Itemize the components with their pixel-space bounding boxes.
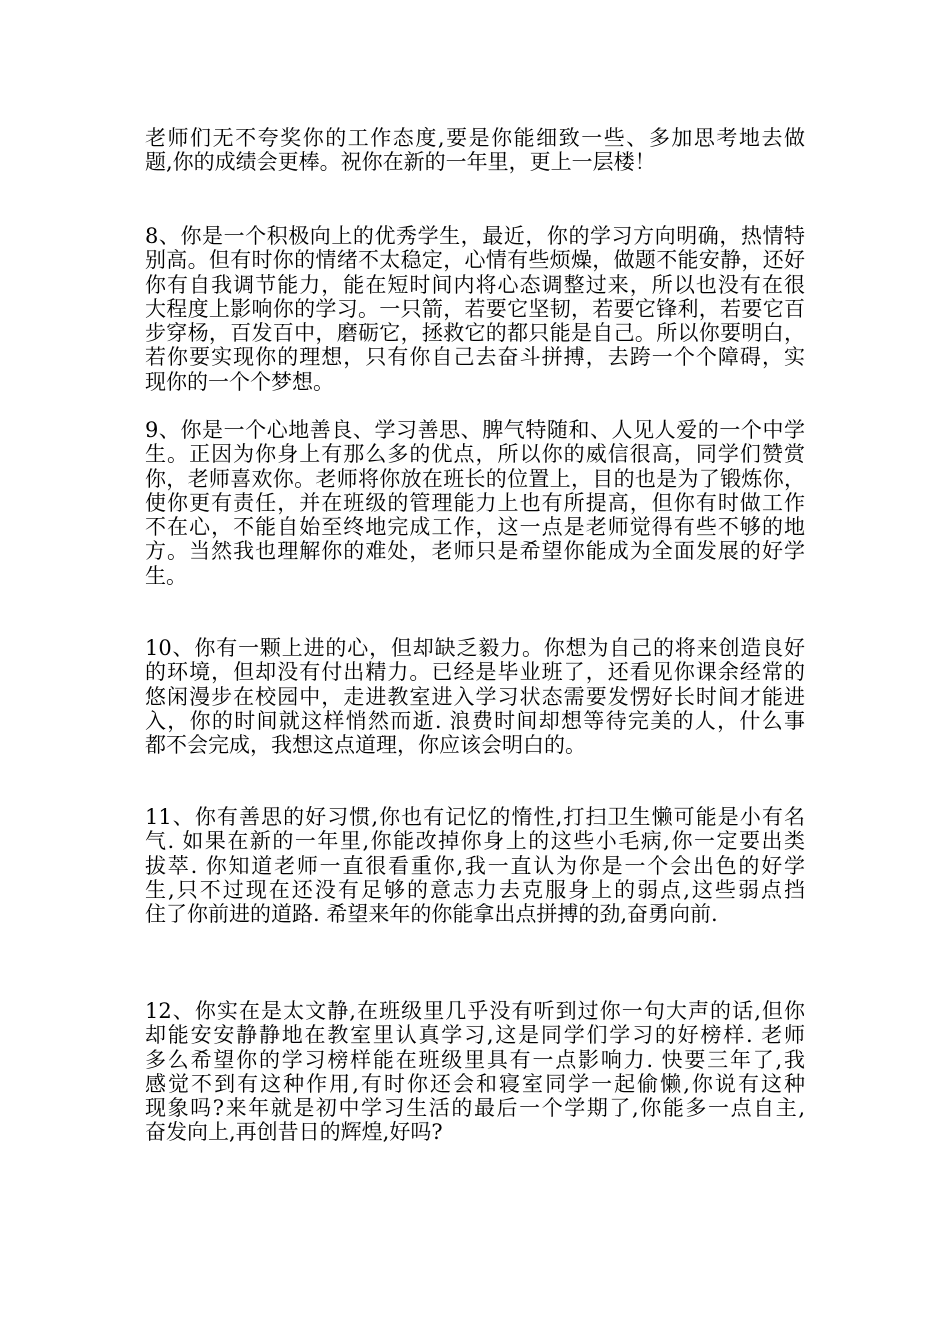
text-line: 现象吗?来年就是初中学习生活的最后一个学期了,你能多一点自主, — [145, 1096, 805, 1121]
text-line: 若你要实现你的理想，只有你自己去奋斗拼搏，去跨一个个障碍，实 — [145, 345, 805, 370]
text-line: 步穿杨，百发百中，磨砺它，拯救它的都只能是自己。所以你要明白， — [145, 321, 805, 346]
comment-paragraph-11 — [145, 805, 805, 926]
text-line: 住了你前进的道路. 希望来年的你能拿出点拼搏的劲,奋勇向前. — [145, 902, 718, 927]
text-line: 气. 如果在新的一年里,你能改掉你身上的这些小毛病,你一定要出类 — [145, 829, 805, 854]
text-line: 拔萃. 你知道老师一直很看重你,我一直认为你是一个会出色的好学 — [145, 853, 805, 878]
text-line: 10、你有一颗上进的心，但却缺乏毅力。你想为自己的将来创造良好 — [145, 636, 805, 660]
text-line: 多么希望你的学习榜样能在班级里具有一点影响力. 快要三年了,我 — [145, 1047, 805, 1072]
text-line: 不在心，不能自始至终地完成工作，这一点是老师觉得有些不够的地 — [145, 515, 805, 540]
text-line: 生。 — [145, 563, 187, 588]
comment-paragraph-10 — [145, 636, 805, 757]
text-line: 别高。但有时你的情绪不太稳定，心情有些烦燥，做题不能安静，还好 — [145, 248, 805, 273]
comment-paragraph-8 — [145, 224, 805, 394]
text-line: 老师们无不夸奖你的工作态度,要是你能细致一些、多加思考地去做 — [145, 126, 805, 150]
text-line: 都不会完成，我想这点道理，你应该会明白的。 — [145, 733, 586, 758]
comment-paragraph-9 — [145, 418, 805, 588]
text-line: 9、你是一个心地善良、学习善思、脾气特随和、人见人爱的一个中学 — [145, 418, 805, 442]
text-line: 生。正因为你身上有那么多的优点，所以你的威信很高，同学们赞赏 — [145, 442, 805, 467]
text-line: 现你的一个个梦想。 — [145, 369, 334, 394]
text-line: 生,只不过现在还没有足够的意志力去克服身上的弱点,这些弱点挡 — [145, 877, 805, 902]
comment-paragraph-12 — [145, 999, 805, 1145]
text-line: 入，你的时间就这样悄然而逝. 浪费时间却想等待完美的人，什么事 — [145, 708, 805, 733]
text-line: 方。当然我也理解你的难处，老师只是希望你能成为全面发展的好学 — [145, 539, 805, 564]
text-line: 12、你实在是太文静,在班级里几乎没有听到过你一句大声的话,但你 — [145, 999, 805, 1023]
text-line: 大程度上影响你的学习。一只箭，若要它坚韧，若要它锋利，若要它百 — [145, 296, 805, 321]
comment-paragraph-continued — [145, 126, 805, 175]
text-line: 的环境，但却没有付出精力。已经是毕业班了，还看见你课余经常的 — [145, 660, 805, 685]
text-line: 你，老师喜欢你。老师将你放在班长的位置上，目的也是为了锻炼你， — [145, 466, 805, 491]
text-line: 使你更有责任，并在班级的管理能力上也有所提高，但你有时做工作 — [145, 490, 805, 515]
text-line: 奋发向上,再创昔日的辉煌,好吗? — [145, 1120, 443, 1145]
text-line: 11、你有善思的好习惯,你也有记忆的惰性,打扫卫生懒可能是小有名 — [145, 805, 805, 829]
text-line: 题,你的成绩会更棒。祝你在新的一年里，更上一层楼！ — [145, 150, 656, 175]
text-line: 8、你是一个积极向上的优秀学生，最近，你的学习方向明确，热情特 — [145, 224, 805, 248]
text-line: 悠闲漫步在校园中，走进教室进入学习状态需要发愣好长时间才能进 — [145, 684, 805, 709]
text-line: 感觉不到有这种作用,有时你还会和寝室同学一起偷懒,你说有这种 — [145, 1071, 805, 1096]
text-line: 却能安安静静地在教室里认真学习,这是同学们学习的好榜样. 老师 — [145, 1023, 805, 1048]
text-line: 你有自我调节能力，能在短时间内将心态调整过来，所以也没有在很 — [145, 272, 805, 297]
